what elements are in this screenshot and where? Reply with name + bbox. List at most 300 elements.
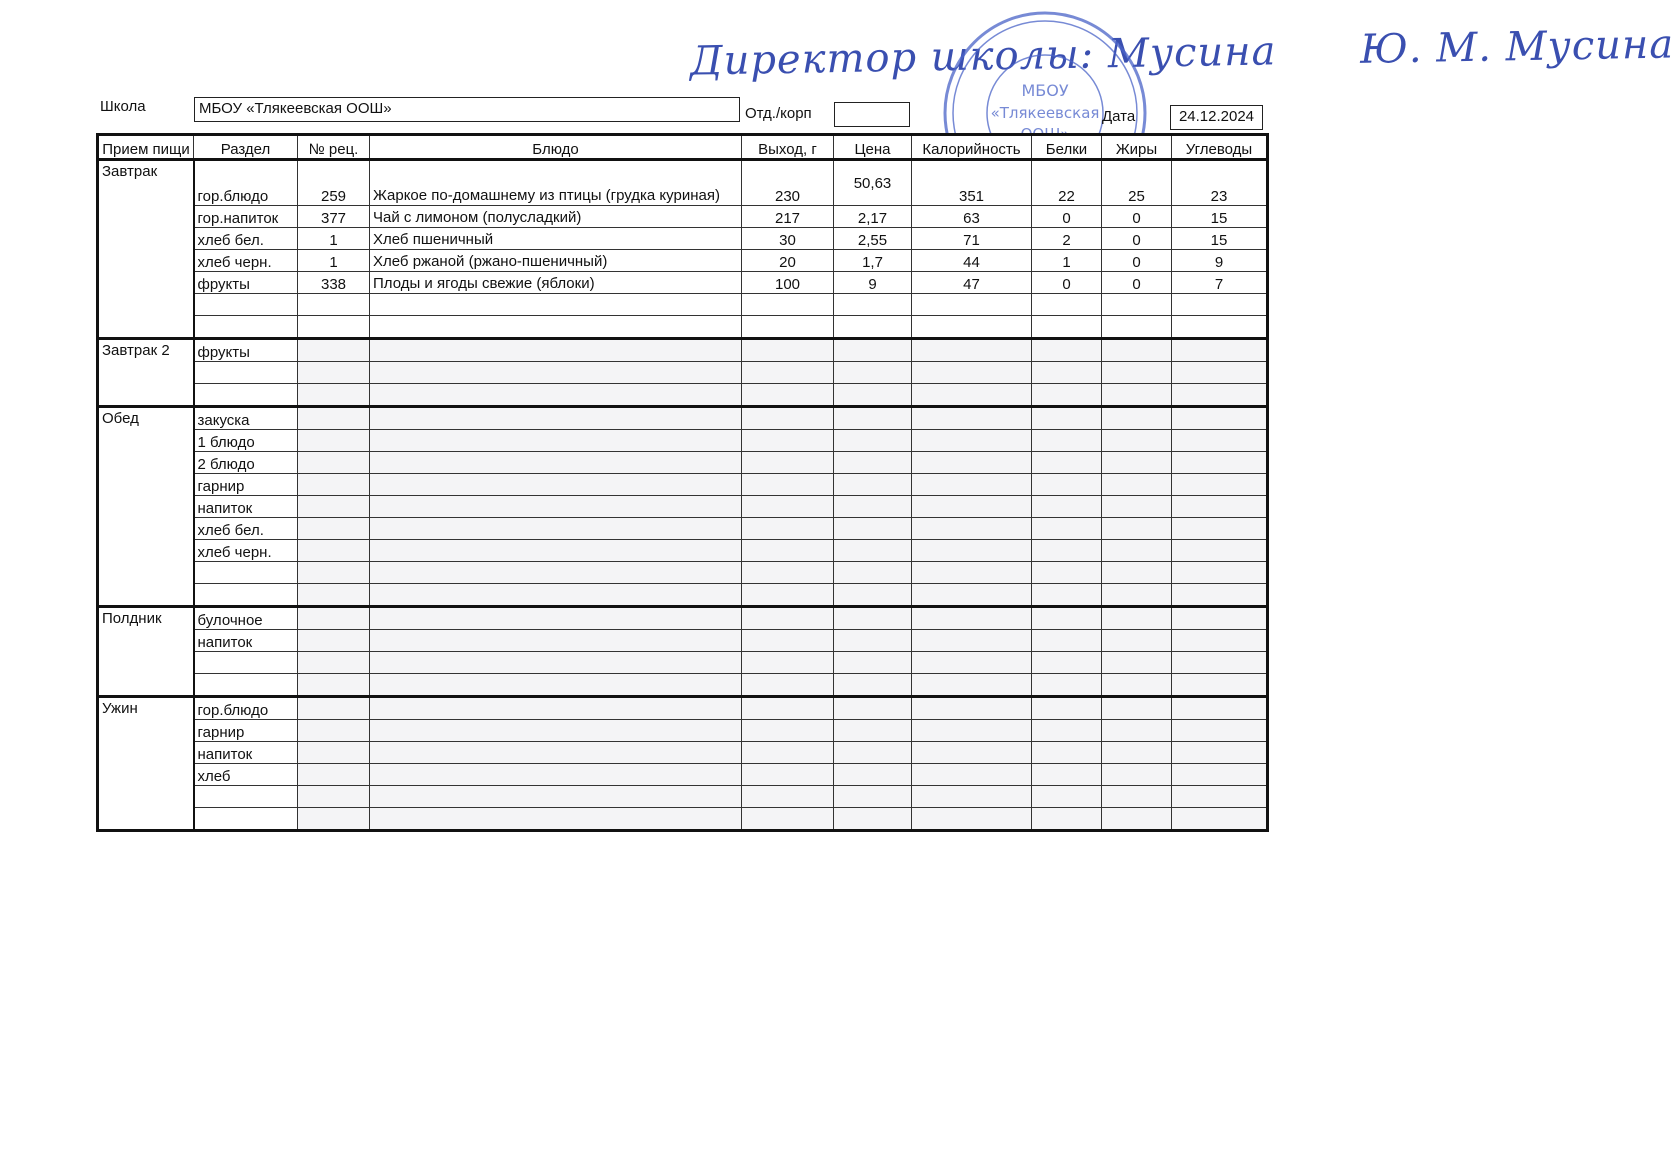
yield-cell[interactable]: 217 xyxy=(742,206,834,228)
dish-cell[interactable] xyxy=(370,562,742,584)
recipe-cell[interactable] xyxy=(298,764,370,786)
carbs-cell[interactable] xyxy=(1172,384,1268,407)
section-cell[interactable]: хлеб черн. xyxy=(194,250,298,272)
dish-cell[interactable] xyxy=(370,584,742,607)
protein-cell[interactable] xyxy=(1032,430,1102,452)
kcal-cell[interactable] xyxy=(912,607,1032,630)
kcal-cell[interactable]: 63 xyxy=(912,206,1032,228)
kcal-cell[interactable] xyxy=(912,474,1032,496)
section-cell[interactable]: хлеб бел. xyxy=(194,518,298,540)
column-header: Цена xyxy=(834,135,912,160)
section-cell[interactable] xyxy=(194,562,298,584)
school-label: Школа xyxy=(100,98,146,115)
section-cell[interactable] xyxy=(194,786,298,808)
kcal-cell[interactable] xyxy=(912,339,1032,362)
carbs-cell[interactable] xyxy=(1172,294,1268,316)
dish-cell[interactable] xyxy=(370,496,742,518)
kcal-cell[interactable] xyxy=(912,720,1032,742)
protein-cell[interactable] xyxy=(1032,518,1102,540)
table-row xyxy=(98,339,1268,362)
fat-cell[interactable] xyxy=(1102,496,1172,518)
yield-cell[interactable] xyxy=(742,652,834,674)
kcal-cell[interactable] xyxy=(912,362,1032,384)
kcal-cell[interactable]: 47 xyxy=(912,272,1032,294)
yield-cell[interactable] xyxy=(742,764,834,786)
carbs-cell[interactable]: 7 xyxy=(1172,272,1268,294)
price-cell[interactable]: 50,63 xyxy=(834,160,912,206)
price-cell[interactable] xyxy=(834,562,912,584)
price-cell[interactable] xyxy=(834,764,912,786)
carbs-cell[interactable] xyxy=(1172,607,1268,630)
dish-cell[interactable] xyxy=(370,540,742,562)
section-cell[interactable] xyxy=(194,808,298,831)
yield-cell[interactable] xyxy=(742,474,834,496)
kcal-cell[interactable] xyxy=(912,652,1032,674)
protein-cell[interactable] xyxy=(1032,674,1102,697)
recipe-cell[interactable]: 1 xyxy=(298,250,370,272)
recipe-cell[interactable]: 1 xyxy=(298,228,370,250)
fat-cell[interactable] xyxy=(1102,764,1172,786)
meal-group xyxy=(98,339,1268,407)
carbs-cell[interactable] xyxy=(1172,652,1268,674)
recipe-cell[interactable] xyxy=(298,339,370,362)
yield-cell[interactable] xyxy=(742,452,834,474)
section-cell[interactable]: напиток xyxy=(194,742,298,764)
carbs-cell[interactable] xyxy=(1172,562,1268,584)
carbs-cell[interactable] xyxy=(1172,742,1268,764)
carbs-cell[interactable] xyxy=(1172,630,1268,652)
section-cell[interactable] xyxy=(194,294,298,316)
yield-cell[interactable] xyxy=(742,630,834,652)
carbs-cell[interactable]: 9 xyxy=(1172,250,1268,272)
price-cell[interactable]: 2,17 xyxy=(834,206,912,228)
kcal-cell[interactable]: 71 xyxy=(912,228,1032,250)
price-cell[interactable] xyxy=(834,384,912,407)
price-cell[interactable] xyxy=(834,362,912,384)
protein-cell[interactable]: 2 xyxy=(1032,228,1102,250)
yield-cell[interactable] xyxy=(742,518,834,540)
section-cell[interactable] xyxy=(194,674,298,697)
recipe-cell[interactable] xyxy=(298,496,370,518)
table-row xyxy=(98,206,1268,228)
price-cell[interactable] xyxy=(834,430,912,452)
yield-cell[interactable] xyxy=(742,294,834,316)
dept-label: Отд./корп xyxy=(745,105,812,122)
table-row xyxy=(98,384,1268,407)
recipe-cell[interactable] xyxy=(298,786,370,808)
fat-cell[interactable]: 0 xyxy=(1102,228,1172,250)
protein-cell[interactable] xyxy=(1032,384,1102,407)
price-cell[interactable] xyxy=(834,584,912,607)
price-cell[interactable] xyxy=(834,540,912,562)
yield-cell[interactable] xyxy=(742,339,834,362)
price-cell[interactable] xyxy=(834,407,912,430)
carbs-cell[interactable] xyxy=(1172,808,1268,831)
dish-cell[interactable]: Хлеб пшеничный xyxy=(370,228,742,250)
column-header: Углеводы xyxy=(1172,135,1268,160)
column-header: Белки xyxy=(1032,135,1102,160)
yield-cell[interactable] xyxy=(742,430,834,452)
kcal-cell[interactable] xyxy=(912,316,1032,339)
price-cell[interactable] xyxy=(834,316,912,339)
section-cell[interactable]: хлеб xyxy=(194,764,298,786)
dish-cell[interactable] xyxy=(370,652,742,674)
fat-cell[interactable]: 0 xyxy=(1102,250,1172,272)
kcal-cell[interactable] xyxy=(912,496,1032,518)
dish-cell[interactable] xyxy=(370,518,742,540)
kcal-cell[interactable] xyxy=(912,697,1032,720)
table-row xyxy=(98,584,1268,607)
yield-cell[interactable] xyxy=(742,674,834,697)
protein-cell[interactable] xyxy=(1032,452,1102,474)
yield-cell[interactable]: 100 xyxy=(742,272,834,294)
table-row xyxy=(98,808,1268,831)
fat-cell[interactable] xyxy=(1102,362,1172,384)
recipe-cell[interactable] xyxy=(298,562,370,584)
recipe-cell[interactable] xyxy=(298,697,370,720)
dish-cell[interactable] xyxy=(370,720,742,742)
recipe-cell[interactable] xyxy=(298,384,370,407)
price-cell[interactable] xyxy=(834,607,912,630)
protein-cell[interactable] xyxy=(1032,339,1102,362)
section-cell[interactable] xyxy=(194,316,298,339)
kcal-cell[interactable] xyxy=(912,808,1032,831)
carbs-cell[interactable]: 15 xyxy=(1172,206,1268,228)
table-row xyxy=(98,697,1268,720)
menu-table xyxy=(96,133,1269,832)
fat-cell[interactable] xyxy=(1102,652,1172,674)
protein-cell[interactable] xyxy=(1032,362,1102,384)
price-cell[interactable] xyxy=(834,652,912,674)
recipe-cell[interactable] xyxy=(298,720,370,742)
table-header xyxy=(98,135,1268,160)
fat-cell[interactable] xyxy=(1102,674,1172,697)
protein-cell[interactable]: 22 xyxy=(1032,160,1102,206)
yield-cell[interactable] xyxy=(742,407,834,430)
recipe-cell[interactable]: 338 xyxy=(298,272,370,294)
protein-cell[interactable] xyxy=(1032,652,1102,674)
kcal-cell[interactable]: 44 xyxy=(912,250,1032,272)
dish-cell[interactable] xyxy=(370,384,742,407)
dish-cell[interactable] xyxy=(370,294,742,316)
fat-cell[interactable] xyxy=(1102,630,1172,652)
yield-cell[interactable] xyxy=(742,584,834,607)
section-cell[interactable]: фрукты xyxy=(194,272,298,294)
price-cell[interactable] xyxy=(834,786,912,808)
kcal-cell[interactable] xyxy=(912,294,1032,316)
column-header: Калорийность xyxy=(912,135,1032,160)
fat-cell[interactable] xyxy=(1102,584,1172,607)
protein-cell[interactable] xyxy=(1032,584,1102,607)
fat-cell[interactable] xyxy=(1102,316,1172,339)
dish-cell[interactable] xyxy=(370,674,742,697)
dish-cell[interactable] xyxy=(370,607,742,630)
section-cell[interactable] xyxy=(194,384,298,407)
fat-cell[interactable] xyxy=(1102,474,1172,496)
kcal-cell[interactable] xyxy=(912,540,1032,562)
recipe-cell[interactable] xyxy=(298,584,370,607)
fat-cell[interactable] xyxy=(1102,607,1172,630)
fat-cell[interactable] xyxy=(1102,430,1172,452)
stamp-line-2: «Тлякеевская xyxy=(990,104,1100,122)
section-cell[interactable]: 1 блюдо xyxy=(194,430,298,452)
dish-cell[interactable]: Чай с лимоном (полусладкий) xyxy=(370,206,742,228)
section-cell[interactable] xyxy=(194,652,298,674)
carbs-cell[interactable] xyxy=(1172,362,1268,384)
protein-cell[interactable] xyxy=(1032,294,1102,316)
fat-cell[interactable] xyxy=(1102,742,1172,764)
protein-cell[interactable] xyxy=(1032,742,1102,764)
section-cell[interactable]: фрукты xyxy=(194,339,298,362)
dish-cell[interactable]: Хлеб ржаной (ржано-пшеничный) xyxy=(370,250,742,272)
section-cell[interactable]: 2 блюдо xyxy=(194,452,298,474)
recipe-cell[interactable]: 259 xyxy=(298,160,370,206)
yield-cell[interactable]: 230 xyxy=(742,160,834,206)
yield-cell[interactable] xyxy=(742,362,834,384)
section-cell[interactable]: гор.блюдо xyxy=(194,160,298,206)
table-row xyxy=(98,407,1268,430)
fat-cell[interactable] xyxy=(1102,384,1172,407)
section-cell[interactable]: гарнир xyxy=(194,720,298,742)
kcal-cell[interactable] xyxy=(912,764,1032,786)
yield-cell[interactable] xyxy=(742,384,834,407)
price-cell[interactable] xyxy=(834,339,912,362)
carbs-cell[interactable] xyxy=(1172,316,1268,339)
protein-cell[interactable] xyxy=(1032,786,1102,808)
table-row xyxy=(98,316,1268,339)
carbs-cell[interactable] xyxy=(1172,339,1268,362)
recipe-cell[interactable] xyxy=(298,407,370,430)
carbs-cell[interactable] xyxy=(1172,674,1268,697)
section-cell[interactable]: напиток xyxy=(194,496,298,518)
carbs-cell[interactable]: 15 xyxy=(1172,228,1268,250)
price-cell[interactable] xyxy=(834,474,912,496)
kcal-cell[interactable] xyxy=(912,742,1032,764)
protein-cell[interactable] xyxy=(1032,316,1102,339)
protein-cell[interactable] xyxy=(1032,697,1102,720)
recipe-cell[interactable] xyxy=(298,518,370,540)
fat-cell[interactable] xyxy=(1102,339,1172,362)
section-cell[interactable]: закуска xyxy=(194,407,298,430)
price-cell[interactable]: 2,55 xyxy=(834,228,912,250)
meal-group xyxy=(98,607,1268,697)
protein-cell[interactable] xyxy=(1032,474,1102,496)
recipe-cell[interactable] xyxy=(298,630,370,652)
carbs-cell[interactable] xyxy=(1172,697,1268,720)
section-cell[interactable]: хлеб бел. xyxy=(194,228,298,250)
carbs-cell[interactable] xyxy=(1172,540,1268,562)
dept-field[interactable] xyxy=(834,102,910,127)
carbs-cell[interactable] xyxy=(1172,452,1268,474)
price-cell[interactable] xyxy=(834,742,912,764)
column-header: Блюдо xyxy=(370,135,742,160)
director-signature xyxy=(690,21,1675,84)
section-cell[interactable]: хлеб черн. xyxy=(194,540,298,562)
fat-cell[interactable] xyxy=(1102,562,1172,584)
dish-cell[interactable] xyxy=(370,697,742,720)
kcal-cell[interactable] xyxy=(912,786,1032,808)
protein-cell[interactable] xyxy=(1032,720,1102,742)
price-cell[interactable] xyxy=(834,720,912,742)
kcal-cell[interactable] xyxy=(912,518,1032,540)
table-row xyxy=(98,250,1268,272)
fat-cell[interactable] xyxy=(1102,697,1172,720)
price-cell[interactable] xyxy=(834,674,912,697)
carbs-cell[interactable] xyxy=(1172,496,1268,518)
price-cell[interactable] xyxy=(834,518,912,540)
recipe-cell[interactable] xyxy=(298,808,370,831)
carbs-cell[interactable] xyxy=(1172,720,1268,742)
protein-cell[interactable] xyxy=(1032,496,1102,518)
recipe-cell[interactable] xyxy=(298,452,370,474)
table-row xyxy=(98,764,1268,786)
yield-cell[interactable] xyxy=(742,697,834,720)
date-field[interactable]: 24.12.2024 xyxy=(1170,105,1263,130)
dish-cell[interactable] xyxy=(370,742,742,764)
dish-cell[interactable] xyxy=(370,764,742,786)
kcal-cell[interactable] xyxy=(912,430,1032,452)
carbs-cell[interactable] xyxy=(1172,584,1268,607)
dish-cell[interactable] xyxy=(370,316,742,339)
carbs-cell[interactable] xyxy=(1172,764,1268,786)
carbs-cell[interactable] xyxy=(1172,474,1268,496)
protein-cell[interactable]: 1 xyxy=(1032,250,1102,272)
fat-cell[interactable] xyxy=(1102,808,1172,831)
column-header: Выход, г xyxy=(742,135,834,160)
yield-cell[interactable]: 30 xyxy=(742,228,834,250)
protein-cell[interactable]: 0 xyxy=(1032,272,1102,294)
kcal-cell[interactable] xyxy=(912,407,1032,430)
fat-cell[interactable] xyxy=(1102,294,1172,316)
table-row xyxy=(98,652,1268,674)
dish-cell[interactable] xyxy=(370,452,742,474)
column-header: № рец. xyxy=(298,135,370,160)
dish-cell[interactable] xyxy=(370,339,742,362)
fat-cell[interactable] xyxy=(1102,720,1172,742)
fat-cell[interactable] xyxy=(1102,452,1172,474)
price-cell[interactable] xyxy=(834,452,912,474)
recipe-cell[interactable] xyxy=(298,674,370,697)
carbs-cell[interactable] xyxy=(1172,786,1268,808)
recipe-cell[interactable] xyxy=(298,430,370,452)
carbs-cell[interactable] xyxy=(1172,407,1268,430)
dish-cell[interactable] xyxy=(370,474,742,496)
school-field[interactable]: МБОУ «Тлякеевская ООШ» xyxy=(194,97,740,122)
fat-cell[interactable]: 25 xyxy=(1102,160,1172,206)
yield-cell[interactable]: 20 xyxy=(742,250,834,272)
protein-cell[interactable] xyxy=(1032,630,1102,652)
recipe-cell[interactable] xyxy=(298,474,370,496)
section-cell[interactable] xyxy=(194,362,298,384)
protein-cell[interactable] xyxy=(1032,764,1102,786)
fat-cell[interactable] xyxy=(1102,407,1172,430)
section-cell[interactable]: гор.напиток xyxy=(194,206,298,228)
kcal-cell[interactable] xyxy=(912,630,1032,652)
kcal-cell[interactable] xyxy=(912,674,1032,697)
dish-cell[interactable] xyxy=(370,362,742,384)
recipe-cell[interactable] xyxy=(298,607,370,630)
price-cell[interactable]: 9 xyxy=(834,272,912,294)
dish-cell[interactable] xyxy=(370,808,742,831)
meal-group xyxy=(98,407,1268,607)
protein-cell[interactable] xyxy=(1032,808,1102,831)
table-row xyxy=(98,430,1268,452)
kcal-cell[interactable] xyxy=(912,384,1032,407)
yield-cell[interactable] xyxy=(742,496,834,518)
protein-cell[interactable] xyxy=(1032,607,1102,630)
table-row xyxy=(98,786,1268,808)
yield-cell[interactable] xyxy=(742,786,834,808)
table-row xyxy=(98,674,1268,697)
dish-cell[interactable] xyxy=(370,630,742,652)
price-cell[interactable] xyxy=(834,808,912,831)
yield-cell[interactable] xyxy=(742,607,834,630)
price-cell[interactable] xyxy=(834,496,912,518)
section-cell[interactable]: гор.блюдо xyxy=(194,697,298,720)
section-cell[interactable]: гарнир xyxy=(194,474,298,496)
kcal-cell[interactable] xyxy=(912,584,1032,607)
price-cell[interactable] xyxy=(834,294,912,316)
table-row xyxy=(98,562,1268,584)
yield-cell[interactable] xyxy=(742,316,834,339)
protein-cell[interactable]: 0 xyxy=(1032,206,1102,228)
table-row xyxy=(98,294,1268,316)
carbs-cell[interactable]: 23 xyxy=(1172,160,1268,206)
protein-cell[interactable] xyxy=(1032,540,1102,562)
recipe-cell[interactable] xyxy=(298,294,370,316)
table-row xyxy=(98,518,1268,540)
section-cell[interactable]: булочное xyxy=(194,607,298,630)
yield-cell[interactable] xyxy=(742,808,834,831)
price-cell[interactable] xyxy=(834,630,912,652)
section-cell[interactable] xyxy=(194,584,298,607)
recipe-cell[interactable] xyxy=(298,316,370,339)
kcal-cell[interactable] xyxy=(912,452,1032,474)
fat-cell[interactable]: 0 xyxy=(1102,206,1172,228)
recipe-cell[interactable] xyxy=(298,540,370,562)
carbs-cell[interactable] xyxy=(1172,430,1268,452)
protein-cell[interactable] xyxy=(1032,407,1102,430)
dish-cell[interactable] xyxy=(370,407,742,430)
fat-cell[interactable]: 0 xyxy=(1102,272,1172,294)
yield-cell[interactable] xyxy=(742,540,834,562)
recipe-cell[interactable] xyxy=(298,742,370,764)
fat-cell[interactable] xyxy=(1102,786,1172,808)
yield-cell[interactable] xyxy=(742,742,834,764)
dish-cell[interactable] xyxy=(370,430,742,452)
stamp-line-1: МБОУ xyxy=(1021,81,1069,100)
recipe-cell[interactable]: 377 xyxy=(298,206,370,228)
kcal-cell[interactable] xyxy=(912,562,1032,584)
kcal-cell[interactable]: 351 xyxy=(912,160,1032,206)
dish-cell[interactable] xyxy=(370,786,742,808)
fat-cell[interactable] xyxy=(1102,518,1172,540)
yield-cell[interactable] xyxy=(742,562,834,584)
table-row xyxy=(98,452,1268,474)
dish-cell[interactable]: Жаркое по-домашнему из птицы (грудка куриная) xyxy=(370,160,742,206)
yield-cell[interactable] xyxy=(742,720,834,742)
protein-cell[interactable] xyxy=(1032,562,1102,584)
recipe-cell[interactable] xyxy=(298,652,370,674)
price-cell[interactable] xyxy=(834,697,912,720)
table-row xyxy=(98,474,1268,496)
price-cell[interactable]: 1,7 xyxy=(834,250,912,272)
fat-cell[interactable] xyxy=(1102,540,1172,562)
recipe-cell[interactable] xyxy=(298,362,370,384)
carbs-cell[interactable] xyxy=(1172,518,1268,540)
dish-cell[interactable]: Плоды и ягоды свежие (яблоки) xyxy=(370,272,742,294)
section-cell[interactable]: напиток xyxy=(194,630,298,652)
